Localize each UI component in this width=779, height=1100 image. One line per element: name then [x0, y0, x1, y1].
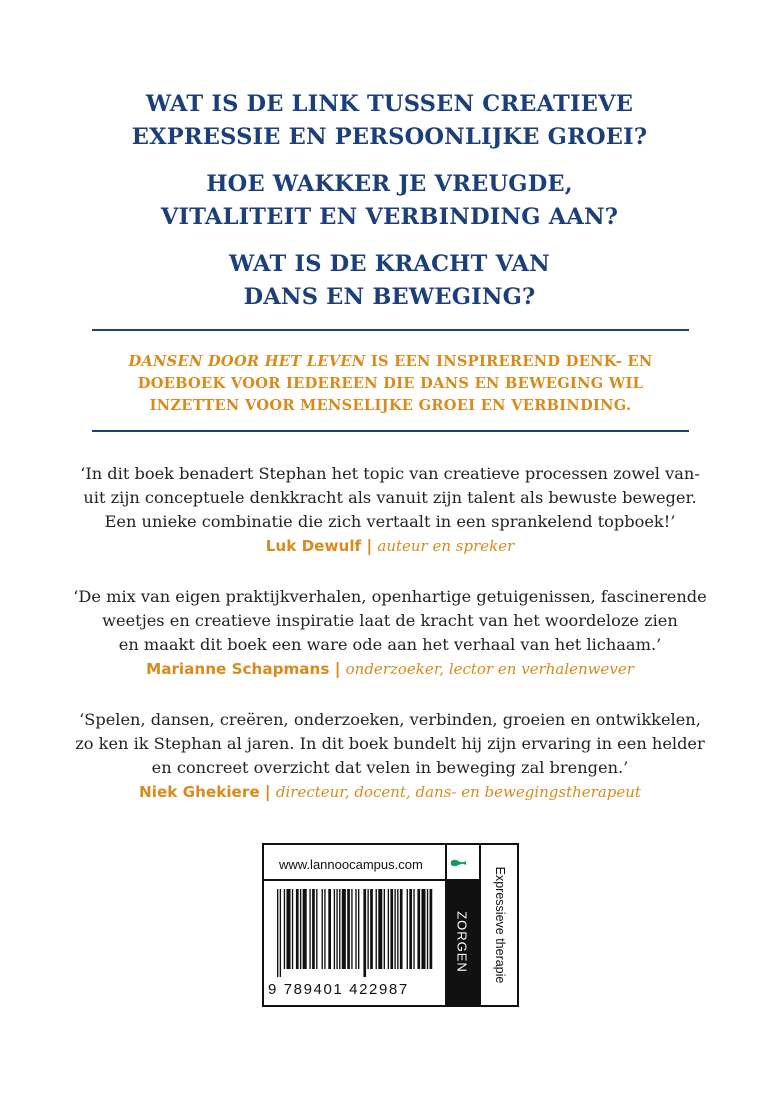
barcode-bar: [316, 889, 317, 969]
divider-top: [92, 329, 689, 331]
blurb-text: IS EEN INSPIREREND DENK- EN: [365, 353, 653, 370]
quote-line: zo ken ik Stephan al jaren. In dit boek bundelt hij zijn ervaring in een helder: [75, 734, 705, 753]
barcode-bar: [300, 889, 301, 969]
barcode-bar: [421, 889, 425, 969]
barcode-bar: [280, 889, 281, 977]
barcode-box: [262, 843, 519, 1007]
barcode-bar: [309, 889, 310, 969]
blurb-line-3: INZETTEN VOOR MENSELIJKE GROEI EN VERBINDING.: [149, 397, 632, 414]
blurb-line-2: DOEBOEK VOOR IEDEREEN DIE DANS EN BEWEGING WIL: [137, 375, 644, 392]
barcode-bar: [413, 889, 414, 969]
publisher-url: www.lannoocampus.com: [279, 857, 423, 872]
endorser-name: Marianne Schapmans: [146, 660, 330, 678]
series-label: Expressieve therapie: [493, 866, 507, 984]
endorsement-3: [40, 708, 740, 804]
quote-line: ‘In dit boek benadert Stephan het topic van creatieve processen zowel van-: [80, 464, 700, 483]
barcode-bar: [324, 889, 325, 969]
series-separator: [479, 845, 481, 1005]
endorser-name: Niek Ghekiere: [139, 783, 260, 801]
question-line: EXPRESSIE EN PERSOONLIJKE GROEI?: [131, 124, 648, 150]
endorsement-1: [40, 462, 740, 558]
endorsements: [40, 462, 740, 831]
blurb-line-1: [92, 351, 689, 373]
question-line: DANS EN BEWEGING?: [243, 284, 536, 310]
question-line: WAT IS DE LINK TUSSEN CREATIEVE: [145, 91, 634, 117]
barcode-bar: [430, 889, 433, 969]
barcode-bar: [370, 889, 373, 969]
barcode-bar: [284, 889, 285, 969]
question-line: HOE WAKKER JE VREUGDE,: [206, 171, 573, 197]
barcode-bar: [312, 889, 315, 969]
barcode-bar: [388, 889, 389, 969]
questions-block: [0, 88, 779, 328]
barcode-bar: [390, 889, 393, 969]
category-label: ZORGEN: [454, 911, 470, 973]
barcode-bar: [363, 889, 366, 977]
barcode-bar: [351, 889, 352, 969]
barcode-bar: [296, 889, 299, 969]
blurb: [92, 351, 689, 417]
attribution-separator: |: [366, 536, 373, 555]
barcode-bar: [400, 889, 403, 969]
barcode-bar: [409, 889, 412, 969]
barcode-bar: [336, 889, 337, 969]
attribution-separator: |: [264, 782, 271, 801]
quote-line: en maakt dit boek een ware ode aan het verhaal van het lichaam.’: [118, 635, 662, 654]
isbn-digits: 9 789401 422987: [268, 981, 409, 998]
barcode-bar: [397, 889, 398, 969]
question-line: WAT IS DE KRACHT VAN: [229, 251, 550, 277]
barcode-bar: [303, 889, 307, 969]
quote-line: en concreet overzicht dat velen in beweging zal brengen.’: [151, 758, 629, 777]
barcode-bar: [394, 889, 395, 969]
barcode-bar: [378, 889, 382, 969]
barcode-bar: [286, 889, 290, 969]
barcode-bar: [355, 889, 356, 969]
barcode-bar: [342, 889, 346, 969]
attribution: [40, 780, 740, 804]
quote-line: ‘De mix van eigen praktijkverhalen, openhartige getuigenissen, fascinerende: [73, 587, 707, 606]
barcode-bar: [322, 889, 323, 969]
endorser-role: onderzoeker, lector en verhalenwever: [345, 660, 634, 678]
attribution: [40, 534, 740, 558]
attribution: [40, 657, 740, 681]
barcode-bar: [328, 889, 331, 969]
endorser-name: Luk Dewulf: [265, 537, 362, 555]
divider-bottom: [92, 430, 689, 432]
barcode-bar: [292, 889, 293, 969]
barcode-bar: [358, 889, 359, 969]
barcode-bar: [417, 889, 420, 969]
endorser-role: auteur en spreker: [377, 537, 515, 555]
endorsement-2: [40, 585, 740, 681]
question-line: VITALITEIT EN VERBINDING AAN?: [160, 204, 619, 230]
barcode-icon: [277, 889, 435, 977]
book-title: DANSEN DOOR HET LEVEN: [128, 353, 366, 370]
quote-line: ‘Spelen, dansen, creëren, onderzoeken, verbinden, groeien en ontwikkelen,: [79, 710, 701, 729]
barcode-bar: [427, 889, 428, 969]
question-3: [0, 248, 779, 314]
barcode-bar: [376, 889, 377, 969]
barcode-bar: [277, 889, 278, 977]
quote-line: Een unieke combinatie die zich vertaalt in een sprankelend topboek!’: [104, 512, 676, 531]
barcode-bar: [334, 889, 335, 969]
quote-line: uit zijn conceptuele denkkracht als vanuit zijn talent als bewuste beweger.: [83, 488, 697, 507]
endorser-role: directeur, docent, dans- en bewegingstherapeut: [275, 783, 641, 801]
attribution-separator: |: [334, 659, 341, 678]
barcode-divider: [264, 879, 446, 881]
barcode-bar: [347, 889, 350, 969]
barcode-bar: [339, 889, 340, 969]
barcode-bar: [407, 889, 408, 969]
barcode-bar: [384, 889, 385, 969]
lannoo-flag-icon: [451, 859, 466, 867]
barcode-bar: [367, 889, 368, 969]
question-2: [0, 168, 779, 234]
question-1: [0, 88, 779, 154]
quote-line: weetjes en creatieve inspiratie laat de kracht van het woordeloze zien: [102, 611, 678, 630]
